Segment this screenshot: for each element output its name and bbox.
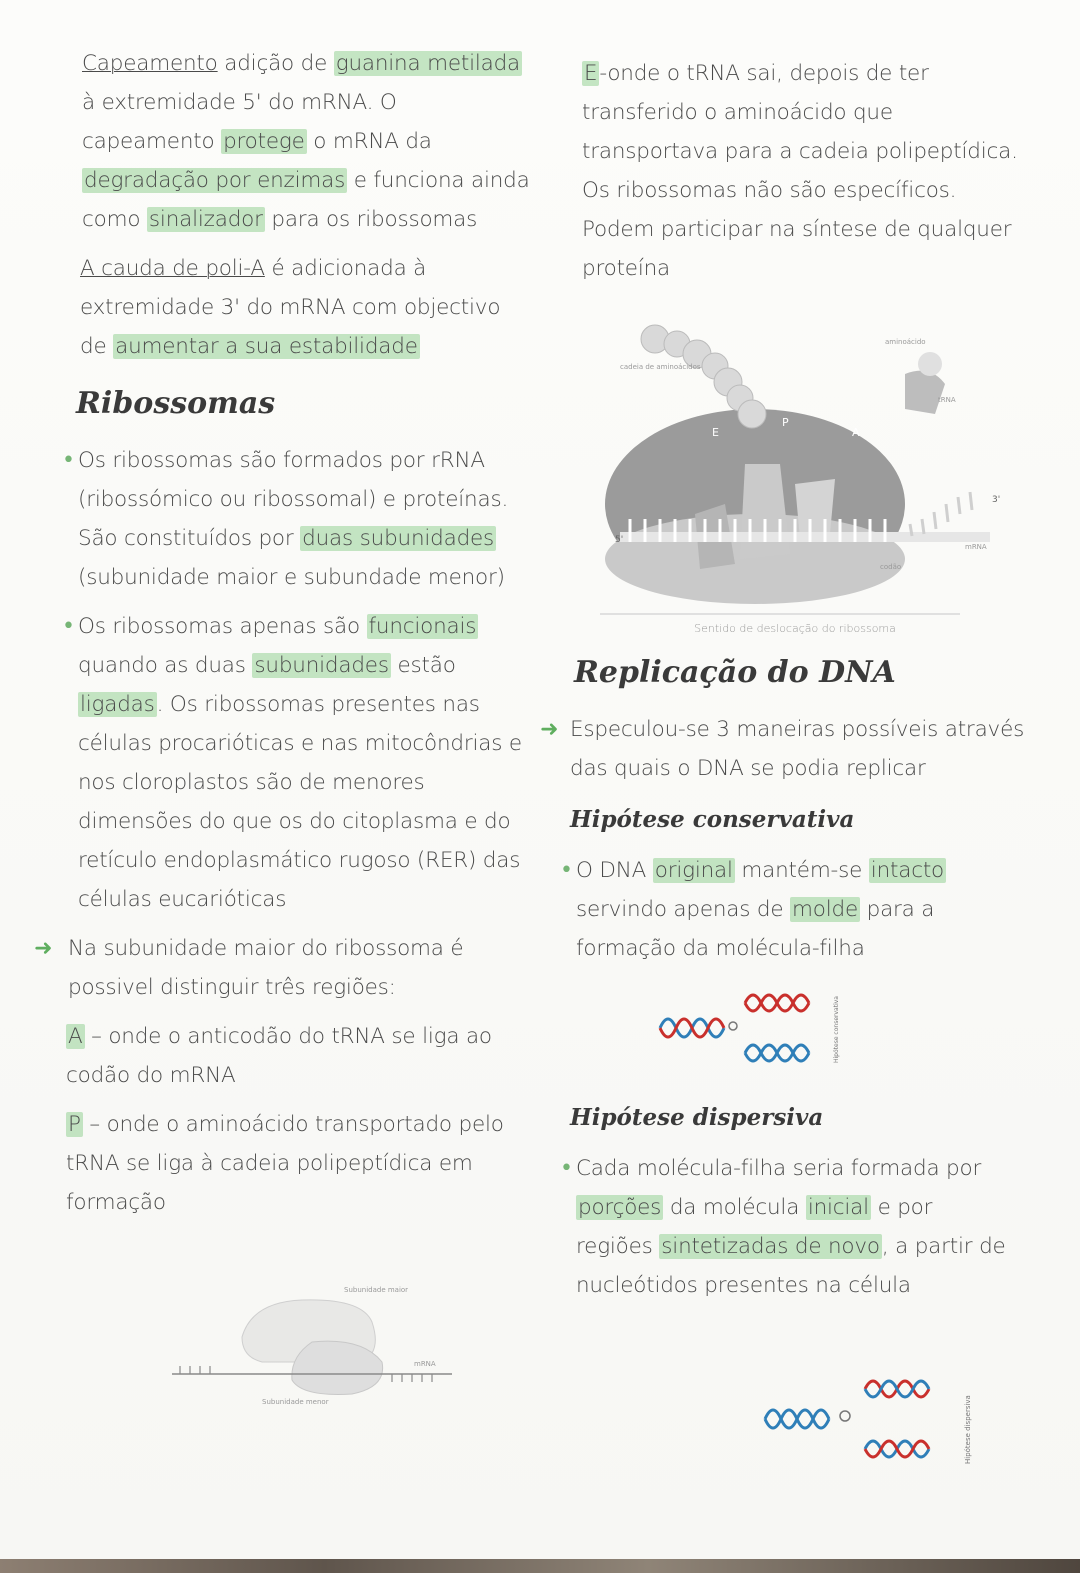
- ribosome-translation-figure: [560, 314, 1030, 635]
- bullet-dot-icon: •: [62, 448, 75, 473]
- bullet-dot-icon: •: [560, 858, 573, 883]
- region-letter: E: [584, 61, 598, 86]
- three-prime-label: 3': [992, 495, 1001, 505]
- text-span: e por regiões: [576, 1195, 933, 1259]
- text-span: para a formação da molécula-filha: [576, 897, 935, 961]
- region-p: [62, 1105, 532, 1222]
- figure-label: mRNA: [965, 543, 987, 551]
- highlight: duas subunidades: [302, 526, 495, 551]
- bullet-item: [560, 851, 1030, 968]
- site-a-label: A: [852, 426, 860, 439]
- highlight: protege: [223, 129, 305, 154]
- arrow-text: Na subunidade maior do ribossoma é possivel distinguir três regiões:: [68, 936, 464, 1000]
- site-e-label: E: [712, 426, 719, 439]
- figure-label: tRNA: [938, 396, 956, 404]
- hipotese-conservativa-heading: Hipótese conservativa: [570, 806, 855, 833]
- bullet-item: [62, 607, 532, 919]
- text-span: para os ribossomas: [264, 207, 478, 232]
- capeamento-paragraph: [62, 44, 532, 239]
- figure-label: mRNA: [414, 1360, 436, 1368]
- dna-strands-illustration: [755, 1364, 985, 1474]
- text-span: mantém-se: [734, 858, 869, 883]
- highlight: intacto: [870, 858, 945, 883]
- bullet-dot-icon: •: [560, 1156, 573, 1181]
- text-span: o mRNA da: [306, 129, 432, 154]
- text-span: quando as duas: [78, 653, 253, 678]
- highlight: funcionais: [368, 614, 477, 639]
- highlight: aumentar a sua estabilidade: [115, 334, 418, 359]
- figure-label: Subunidade maior: [344, 1286, 409, 1294]
- highlight: ligadas: [80, 692, 155, 717]
- region-letter: P: [68, 1112, 81, 1137]
- ribosome-subunits-figure: [62, 1262, 532, 1426]
- highlight: original: [654, 858, 733, 883]
- page-bottom-edge: [0, 1559, 1080, 1573]
- highlight: degradação por enzimas: [84, 168, 346, 193]
- highlight: guanina metilada: [335, 51, 521, 76]
- bullet-text: [576, 851, 1030, 968]
- text-span: da molécula: [663, 1195, 806, 1220]
- bullet-text: [576, 1149, 1006, 1305]
- site-p-label: P: [782, 416, 789, 429]
- ribosome-translation-illustration: [560, 314, 1030, 644]
- arrow-right-icon: ➜: [540, 717, 559, 742]
- figure-label: codão: [880, 563, 902, 571]
- dna-strands-illustration: [650, 978, 850, 1078]
- text-span: Cada molécula-filha seria formada por: [576, 1156, 982, 1181]
- cauda-paragraph: [62, 249, 532, 366]
- text-span: adição de: [217, 51, 334, 76]
- text-span: (subunidade maior e subundade menor): [78, 565, 505, 590]
- text-span: Os ribossomas são formados por rRNA (ribossómico ou ribossomal) e proteínas. São constituídos por: [78, 448, 509, 551]
- text-span: Os ribossomas apenas são: [78, 614, 367, 639]
- figure-caption: Sentido de deslocação do ribossoma: [694, 622, 896, 635]
- five-prime-label: 5': [615, 535, 624, 545]
- left-column: [34, 44, 532, 1426]
- arrow-item: [540, 710, 1030, 788]
- bullet-text: [78, 441, 532, 597]
- conservative-dna-figure: [650, 978, 1030, 1082]
- bullet-text: [78, 607, 532, 919]
- region-e: [560, 54, 1030, 288]
- highlight: molde: [792, 897, 858, 922]
- bullet-dot-icon: •: [62, 614, 75, 639]
- ribossomas-heading: Ribossomas: [76, 386, 276, 421]
- highlight: inicial: [807, 1195, 869, 1220]
- text-span: à extremidade 5' do mRNA. O capeamento: [82, 90, 397, 154]
- text-span: , a partir de nucleótidos presentes na célula: [576, 1234, 1006, 1298]
- bullet-item: [560, 1149, 1030, 1305]
- text-span: é adicionada à extremidade 3' do mRNA com objectivo de: [80, 256, 501, 359]
- text-span: O DNA: [576, 858, 653, 883]
- hipotese-dispersiva-heading: Hipótese dispersiva: [570, 1104, 824, 1131]
- arrow-item: [34, 929, 532, 1007]
- highlight: sinalizador: [148, 207, 263, 232]
- bullet-item: [62, 441, 532, 597]
- highlight: sintetizadas de novo: [661, 1234, 880, 1259]
- figure-side-label: Hipótese dispersiva: [964, 1395, 972, 1464]
- figure-side-label: Hipótese conservativa: [833, 996, 840, 1063]
- highlight: subunidades: [254, 653, 389, 678]
- arrow-right-icon: ➜: [34, 936, 53, 961]
- figure-label: aminoácido: [885, 338, 926, 346]
- text-span: estão: [390, 653, 456, 678]
- region-a: [62, 1017, 532, 1095]
- arrow-text: Especulou-se 3 maneiras possíveis através das quais o DNA se podia replicar: [570, 717, 1025, 781]
- figure-label: cadeia de aminoácidos: [620, 363, 701, 371]
- text-span: . Os ribossomas presentes nas células procarióticas e nas mitocôndrias e nos cloroplastos são de menores dimensões do que os do citoplasma e do retículo endoplasmático rugoso (RER) das células eucarióticas: [78, 692, 522, 912]
- text-span: e funciona ainda como: [82, 168, 530, 232]
- region-letter: A: [68, 1024, 83, 1049]
- text-span: – onde o anticodão do tRNA se liga ao codão do mRNA: [66, 1024, 492, 1088]
- cauda-term: A cauda de poli-A: [80, 256, 265, 281]
- capeamento-term: Capeamento: [82, 51, 218, 76]
- text-span: – onde o aminoácido transportado pelo tRNA se liga à cadeia polipeptídica em formação: [66, 1112, 504, 1215]
- text-span: servindo apenas de: [576, 897, 791, 922]
- dispersive-dna-figure: [755, 1364, 985, 1478]
- text-span: -onde o tRNA sai, depois de ter transferido o aminoácido que transportava para a cadeia polipeptídica. Os ribossomas não são específicos. Podem participar na síntese de qualquer proteína: [582, 61, 1018, 281]
- ribosome-subunits-illustration: [62, 1262, 532, 1422]
- right-column: [540, 54, 1030, 1464]
- highlight: porções: [578, 1195, 662, 1220]
- replicacao-heading: Replicação do DNA: [574, 655, 896, 690]
- figure-label: Subunidade menor: [262, 1398, 329, 1406]
